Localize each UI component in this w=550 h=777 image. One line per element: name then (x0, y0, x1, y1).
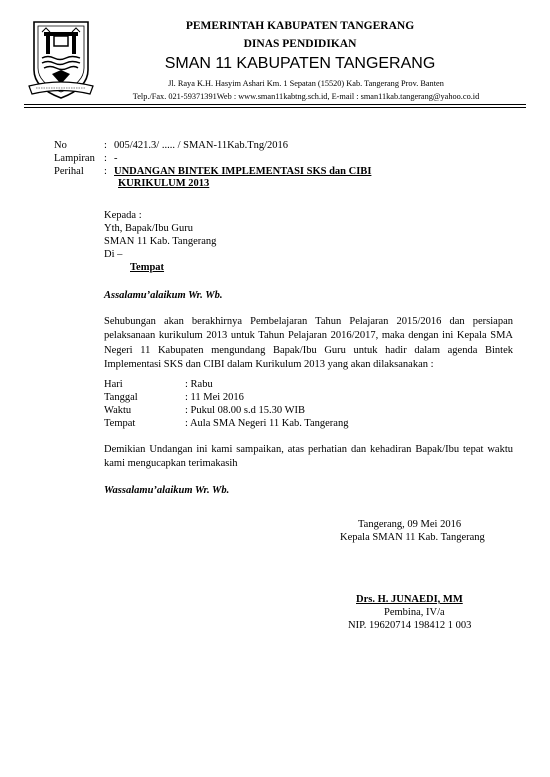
closing-paragraph: Demikian Undangan ini kami sampaikan, atas perhatian dan kehadiran Bapak/Ibu tepat waktu kami mengucapkan terimakasih (104, 444, 513, 470)
meta-subject-sep: : (104, 166, 107, 177)
meta-subject-value-line2: KURIKULUM 2013 (118, 178, 210, 189)
schedule-date-value: : 11 Mei 2016 (185, 392, 244, 403)
schedule-place-label: Tempat (104, 418, 136, 429)
meta-attachment-value: - (114, 153, 118, 164)
recipient-line3: Di – (104, 249, 123, 260)
schedule-place-value: : Aula SMA Negeri 11 Kab. Tangerang (185, 418, 349, 429)
letterhead-department: DINAS PENDIDIKAN (243, 38, 357, 50)
recipient-place: Tempat (130, 262, 165, 273)
schedule-day-value: : Rabu (185, 379, 213, 390)
greeting: Assalamu’alaikum Wr. Wb. (104, 290, 223, 301)
signature-position: Kepala SMAN 11 Kab. Tangerang (340, 532, 485, 543)
recipient-to: Kepada : (104, 210, 142, 221)
signature-name: Drs. H. JUNAEDI, MM (356, 594, 463, 605)
meta-subject-value: UNDANGAN BINTEK IMPLEMENTASI SKS dan CIBI (114, 166, 372, 177)
meta-no-label: No (54, 140, 67, 151)
letterhead-contact: Telp./Fax. 021-59371391Web : www.sman11kabtng.sch.id, E-mail : sman11kab.tangerang@yahoo.co.id (132, 92, 480, 101)
letterhead-school-name: SMAN 11 KABUPATEN TANGERANG (164, 55, 436, 72)
schedule-day-label: Hari (104, 379, 123, 390)
signature-rank: Pembina, IV/a (384, 607, 445, 618)
regency-emblem-icon (28, 18, 94, 100)
schedule-date-label: Tanggal (104, 392, 138, 403)
meta-no-value: 005/421.3/ ..... / SMAN-11Kab.Tng/2016 (114, 140, 289, 151)
letterhead-rule-thick (24, 104, 526, 105)
recipient-line2: SMAN 11 Kab. Tangerang (104, 236, 217, 247)
schedule-time-label: Waktu (104, 405, 132, 416)
signature-nip: NIP. 19620714 198412 1 003 (348, 620, 472, 631)
letterhead-address: Jl. Raya K.H. Hasyim Ashari Km. 1 Sepatan (15520) Kab. Tangerang Prov. Banten (168, 79, 444, 88)
meta-no-sep: : (104, 140, 107, 151)
meta-subject-label: Perihal (54, 166, 84, 177)
meta-attachment-label: Lampiran (54, 153, 95, 164)
body-paragraph: Sehubungan akan berakhirnya Pembelajaran Tahun Pelajaran 2015/2016 dan persiapan pelaksanaan kurikulum 2013 untuk Tahun Pelajaran 2016/2017, maka dengan ini Kepala SMA Negeri 11 Kabupaten mengundang Bapak/Ibu Guru untuk hadir dalam agenda Bintek Implementasi SKS dan CIBI dalam Kurikulum 2013 yang akan dilaksanakan : (104, 316, 513, 371)
letterhead-government: PEMERINTAH KABUPATEN TANGERANG (185, 20, 415, 32)
letterhead-rule-thin (24, 107, 526, 108)
meta-attachment-sep: : (104, 153, 107, 164)
recipient-line1: Yth, Bapak/Ibu Guru (104, 223, 193, 234)
farewell: Wassalamu’alaikum Wr. Wb. (104, 485, 230, 496)
schedule-time-value: : Pukul 08.00 s.d 15.30 WIB (185, 405, 305, 416)
signature-place-date: Tangerang, 09 Mei 2016 (358, 519, 462, 530)
